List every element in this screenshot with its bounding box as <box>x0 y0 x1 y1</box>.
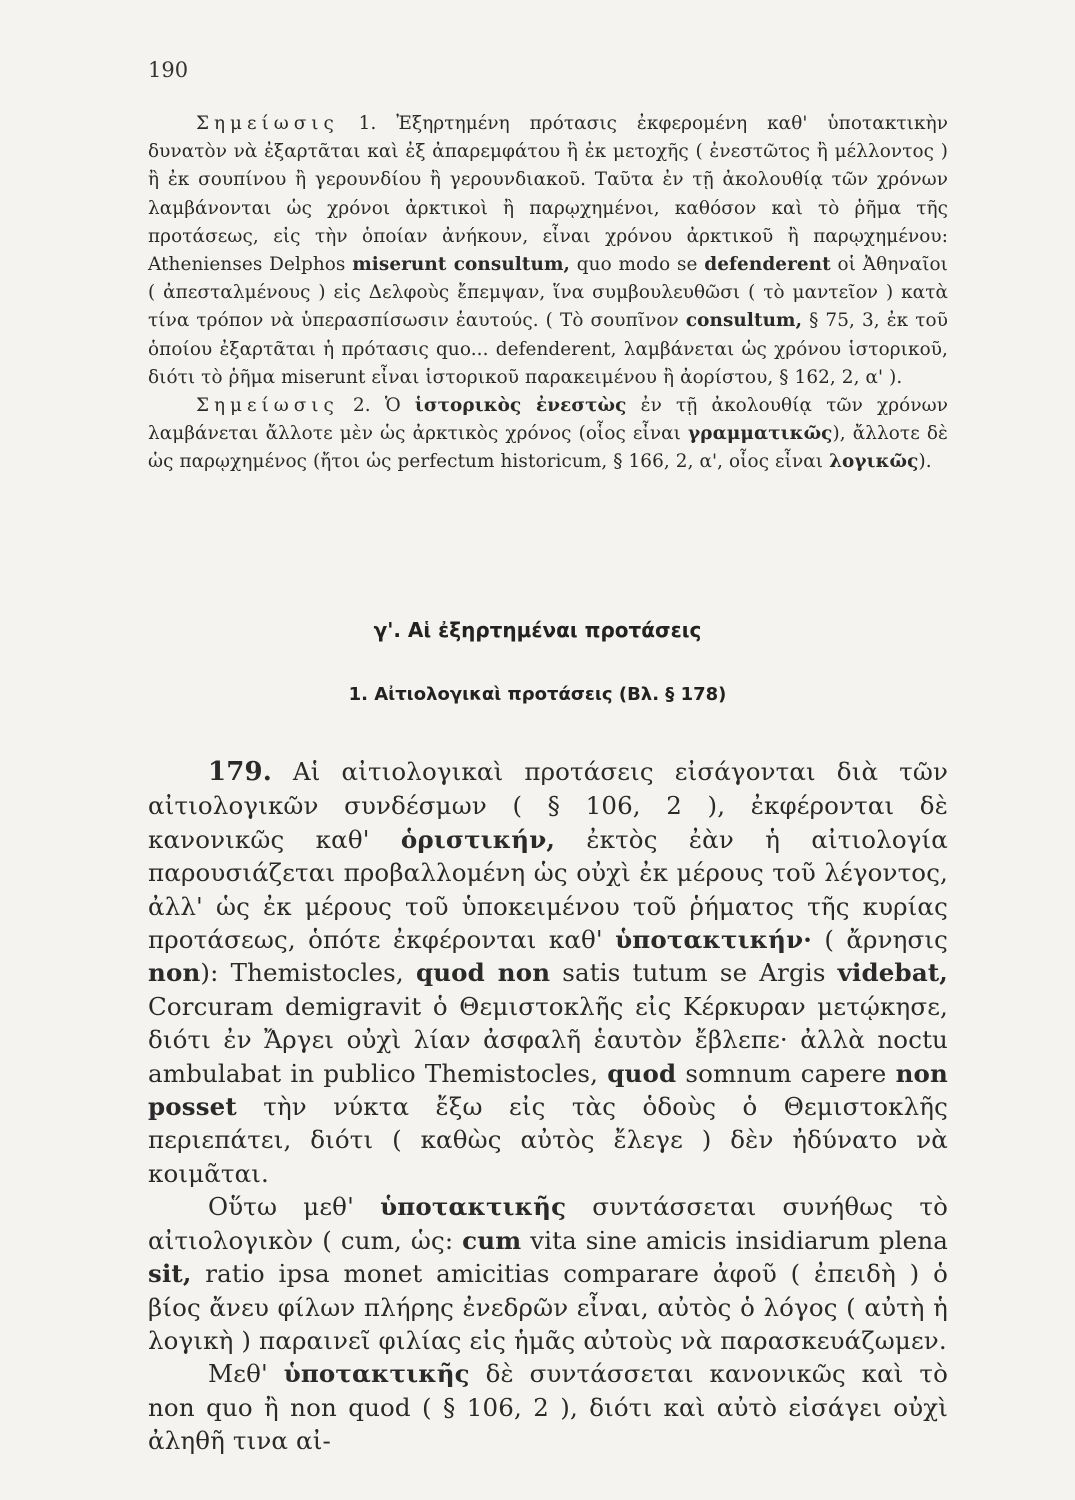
note-1-bold: miserunt consultum, <box>352 254 571 276</box>
paragraph-text: ἐκτὸς ἐὰν ἡ αἰτιολογία παρουσιάζεται προβαλλομένη ὡς οὐχὶ ἐκ μέρους τοῦ λέγοντος, ἀλλ' ὡς ἐκ μέρους τοῦ ὑποκειμένου τοῦ ῥήματος τῆς κυρίας προτάσεως, ὁπότε ἐκφέρονται καθ' <box>148 824 948 955</box>
paragraph-bold: quod <box>607 1058 677 1088</box>
paragraph-text: vita sine amicis insidiarum plena <box>530 1225 949 1255</box>
paragraph-text: Corcuram demigravit ὁ Θεμιστοκλῆς εἰς Κέρκυραν μετῴκησε, διότι ἐν Ἄργει οὐχὶ λίαν ἀσφαλῆ ἑαυτὸν ἔβλεπε· ἀλλὰ noctu ambulabat in publico Themistocles, <box>148 991 948 1088</box>
paragraph-text: ( ἄρνησις <box>824 925 948 955</box>
paragraph-bold: quod non <box>415 958 551 988</box>
notes-block <box>148 110 948 477</box>
note-2-bold: γραμματικῶς <box>688 423 833 445</box>
paragraph-text: Μεθ' <box>208 1359 268 1389</box>
note-1-label: Σημείωσις <box>196 113 339 134</box>
paragraph-text: δὲ συντάσσεται κανονικῶς καὶ τὸ non quo ἢ non quod ( § 106, 2 ), διότι καὶ αὐτὸ εἰσάγει οὐχὶ ἀληθῆ τινα αἰ- <box>148 1359 948 1456</box>
subsection-heading: 1. Αἰτιολογικαὶ προτάσεις (Βλ. § 178) <box>348 684 727 705</box>
paragraph-text: satis tutum se Argis <box>562 958 826 988</box>
note-2 <box>148 392 948 477</box>
note-2-bold: λογικῶς <box>829 451 919 473</box>
paragraph-text: somnum capere <box>685 1058 887 1088</box>
paragraph-cum <box>148 1190 948 1357</box>
note-2-number: 2. <box>352 395 371 417</box>
paragraph-text: συντάσσεται συνήθως τὸ αἰτιολογικὸν ( cum, ὡς: <box>148 1192 948 1255</box>
paragraph-bold: non posset <box>148 1058 948 1122</box>
note-1-text: οἱ Ἀθηναῖοι ( ἀπεσταλμένους ) εἰς Δελφοὺς ἔπεμψαν, ἵνα συμβουλευθῶσι ( τὸ μαντεῖον ) κατὰ τίνα τρόπον νὰ ὑπερασπίσωσιν ἑαυτούς. ( Τὸ σουπῖνον <box>148 254 948 332</box>
paragraph-text: Οὕτω μεθ' <box>208 1192 354 1222</box>
note-1-bold: consultum, <box>685 310 803 332</box>
paragraph-text: Αἱ αἰτιολογικαὶ προτάσεις εἰσάγονται διὰ τῶν αἰτιολογικῶν συνδέσμων ( § 106, 2 ), ἐκφέρονται δὲ κανονικῶς καθ' <box>148 757 948 854</box>
paragraph-bold: videbat, <box>837 958 948 988</box>
note-2-bold: ἱστορικὸς ἐνεστὼς <box>414 395 627 417</box>
body-text <box>148 755 948 1458</box>
paragraph-bold: ὑποτακτικῆς <box>380 1192 567 1222</box>
note-2-text: ἐν τῇ ἀκολουθίᾳ τῶν χρόνων λαμβάνεται ἄλλοτε μὲν ὡς ἀρκτικὸς χρόνος (οἷος εἶναι <box>148 395 948 445</box>
paragraph-non-quo <box>148 1357 948 1457</box>
paragraph-bold: cum <box>462 1225 522 1255</box>
paragraph-text: τὴν νύκτα ἔξω εἰς τὰς ὁδοὺς ὁ Θεμιστοκλῆς περιεπάτει, διότι ( καθὼς αὐτὸς ἔλεγε ) δὲν ἠδύνατο νὰ κοιμᾶται. <box>148 1092 948 1188</box>
note-1-text: Ἐξηρτημένη πρότασις ἐκφερομένη καθ' ὑποτακτικὴν δυνατὸν νὰ ἐξαρτᾶται καὶ ἐξ ἀπαρεμφάτου ἢ ἐκ μετοχῆς ( ἐνεστῶτος ἢ μέλλοντος ) ἢ ἐκ σουπίνου ἢ γερουνδίου ἢ γερουνδιακοῦ. Ταῦτα ἐν τῇ ἀκολουθίᾳ τῶν χρόνων λαμβάνονται ὡς χρόνοι ἀρκτικοὶ ἢ παρῳχημένοι, καθόσον καὶ τὸ ῥῆμα τῆς προτάσεως, εἰς τὴν ὁποίαν ἀνήκουν, εἶναι χρόνου ἀρκτικοῦ ἢ παρῳχημένου: Athenienses Delphos <box>148 113 948 276</box>
paragraph-bold: ὑποτακτικῆς <box>283 1359 470 1389</box>
section-number: 179. <box>208 757 272 787</box>
paragraph-179 <box>148 755 948 1190</box>
note-1-text: § 75, 3, ἐκ τοῦ ὁποίου ἐξαρτᾶται ἡ πρότασις quo... defenderent, λαμβάνεται ὡς χρόνου ἱστορικοῦ, διότι τὸ ῥῆμα miserunt εἶναι ἱστορικοῦ παρακειμένου ἢ ἀορίστου, § 162, 2, α' ). <box>148 310 948 388</box>
paragraph-text: ratio ipsa monet amicitias comparare ἀφοῦ ( ἐπειδὴ ) ὁ βίος ἄνευ φίλων πλήρης ἐνεδρῶν εἶναι, αὐτὸς ὁ λόγος ( αὐτὴ ἡ λογικὴ ) παραινεῖ φιλίας εἰς ἡμᾶς αὐτοὺς νὰ παρασκευάζωμεν. <box>148 1259 948 1355</box>
paragraph-bold: sit, <box>148 1259 192 1289</box>
note-2-text: ). <box>918 451 932 473</box>
paragraph-bold: ὁριστικήν, <box>400 824 556 854</box>
paragraph-bold: ὑποτακτικήν· <box>615 925 812 955</box>
paragraph-text: ): Themistocles, <box>200 958 404 988</box>
note-2-text: ), ἄλλοτε δὲ ὡς παρῳχημένος (ἤτοι ὡς perfectum historicum, § 166, 2, α', οἷος εἶναι <box>148 423 948 473</box>
page-number: 190 <box>148 58 189 82</box>
note-1-text: quo modo se <box>576 254 698 276</box>
note-2-text: Ὁ <box>384 395 401 417</box>
note-1-bold: defenderent <box>704 254 831 276</box>
note-1-number: 1. <box>358 113 377 134</box>
paragraph-bold: non <box>148 958 201 988</box>
section-heading: γ'. Αἱ ἐξηρτημέναι προτάσεις <box>373 618 702 642</box>
note-1 <box>148 110 948 392</box>
note-2-label: Σημείωσις <box>196 395 339 417</box>
